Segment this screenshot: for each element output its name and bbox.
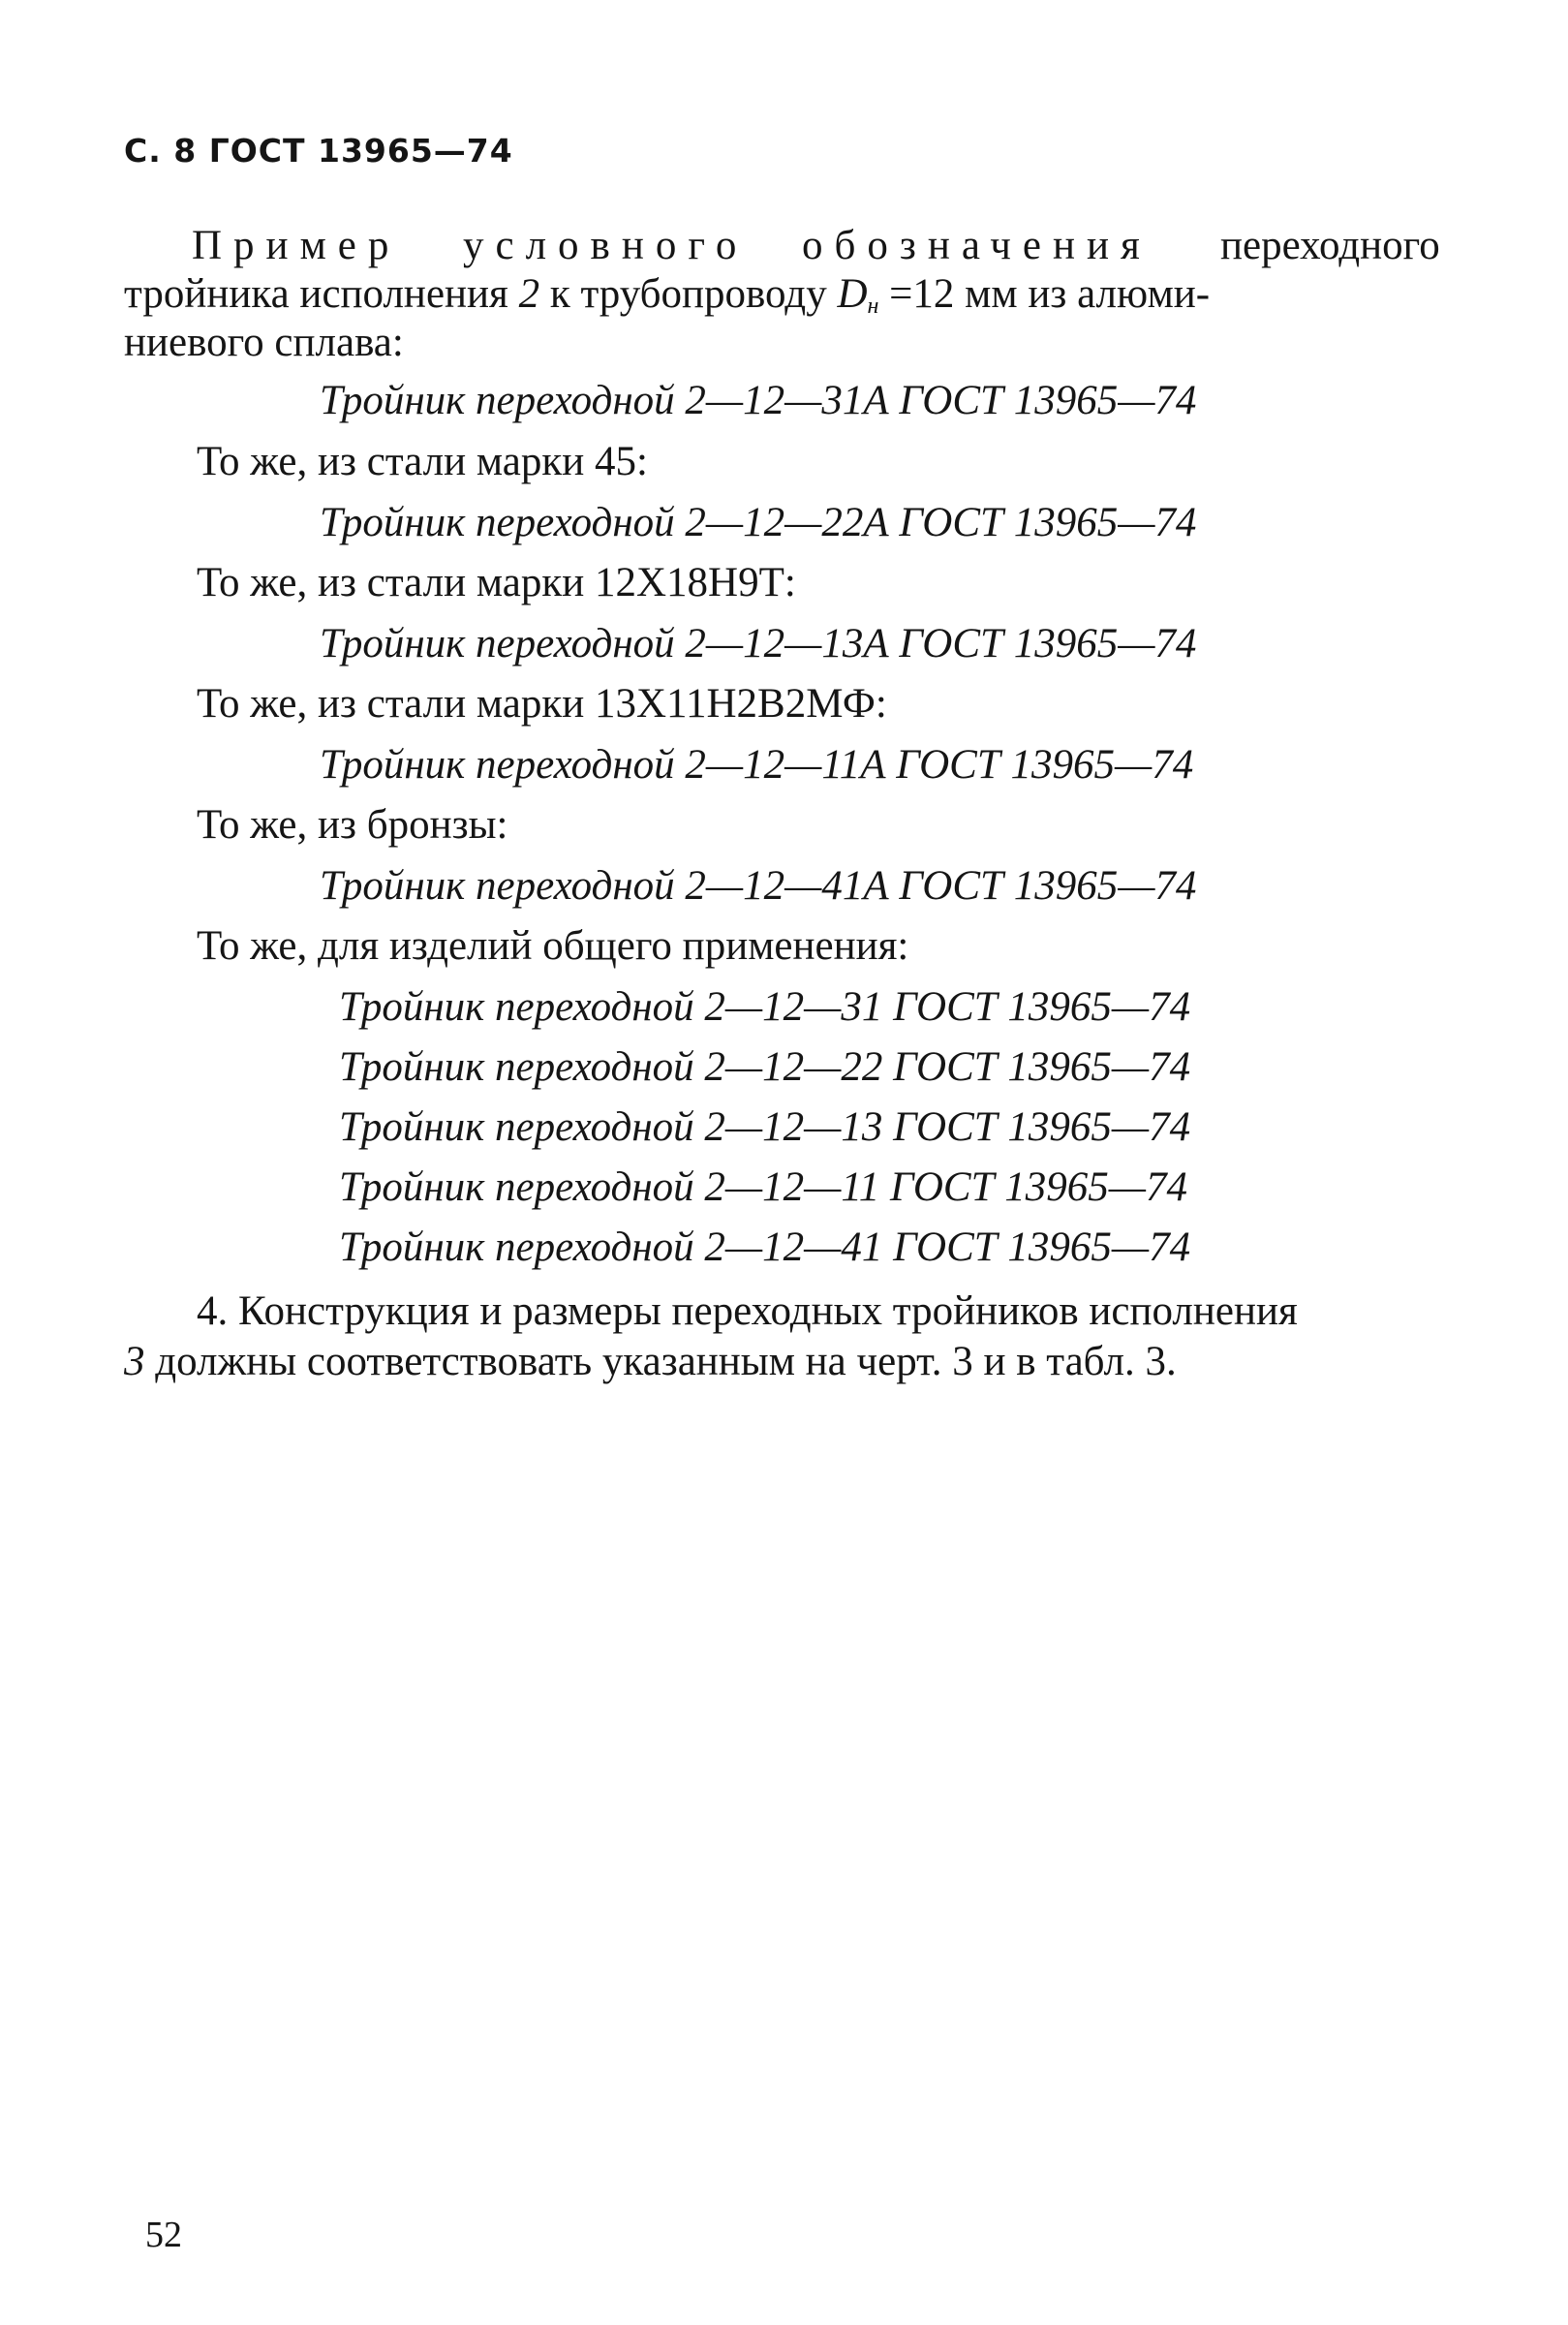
general-designation-4: Тройник переходной 2—12—11 ГОСТ 13965—74 [339,1164,1187,1210]
intro-word-4: переходного [1220,223,1440,268]
clause-4-version: 3 [124,1339,145,1384]
intro-text-a: тройника исполнения [124,271,508,317]
designation-steel-45: Тройник переходной 2—12—22А ГОСТ 13965—74 [320,500,1197,545]
page-header: С. 8 ГОСТ 13965—74 [124,132,513,170]
diameter-subscript: н [867,294,879,319]
diameter-symbol: D [837,271,868,317]
label-steel-12x18n9t: То же, из стали марки 12Х18Н9Т: [197,560,796,605]
label-steel-13x11: То же, из стали марки 13Х11Н2В2МФ: [197,681,887,727]
intro-word-3: обозначения [802,223,1152,268]
label-bronze: То же, из бронзы: [197,802,508,848]
label-steel-45: То же, из стали марки 45: [197,439,648,484]
version-number: 2 [518,271,540,317]
intro-word-2: условного [463,223,749,268]
intro-text-c: =12 мм из алюми- [889,271,1211,317]
clause-4-text: должны соответствовать указанным на черт. 3 и в табл. 3. [155,1339,1177,1384]
general-designation-2: Тройник переходной 2—12—22 ГОСТ 13965—74 [339,1044,1191,1090]
designation-steel-12x18n9t: Тройник переходной 2—12—13А ГОСТ 13965—74 [320,621,1197,666]
designation-bronze: Тройник переходной 2—12—41А ГОСТ 13965—74 [320,863,1197,909]
intro-line-3: ниевого сплава: [124,320,404,365]
clause-4-line-1: 4. Конструкция и размеры переходных тройников исполнения [197,1288,1298,1334]
designation-steel-13x11: Тройник переходной 2—12—11А ГОСТ 13965—74 [320,742,1194,788]
page-number: 52 [145,2215,182,2255]
clause-4-line-2 [124,1341,1177,1382]
intro-text-b: к трубопроводу [549,271,827,317]
general-designation-3: Тройник переходной 2—12—13 ГОСТ 13965—74 [339,1104,1191,1150]
intro-line-2 [124,273,1210,318]
label-general-use: То же, для изделий общего применения: [197,923,909,969]
general-designation-5: Тройник переходной 2—12—41 ГОСТ 13965—74 [339,1224,1191,1270]
designation-aluminum: Тройник переходной 2—12—31А ГОСТ 13965—74 [320,378,1197,423]
intro-word-1: Пример [192,223,401,268]
general-designation-1: Тройник переходной 2—12—31 ГОСТ 13965—74 [339,984,1191,1030]
